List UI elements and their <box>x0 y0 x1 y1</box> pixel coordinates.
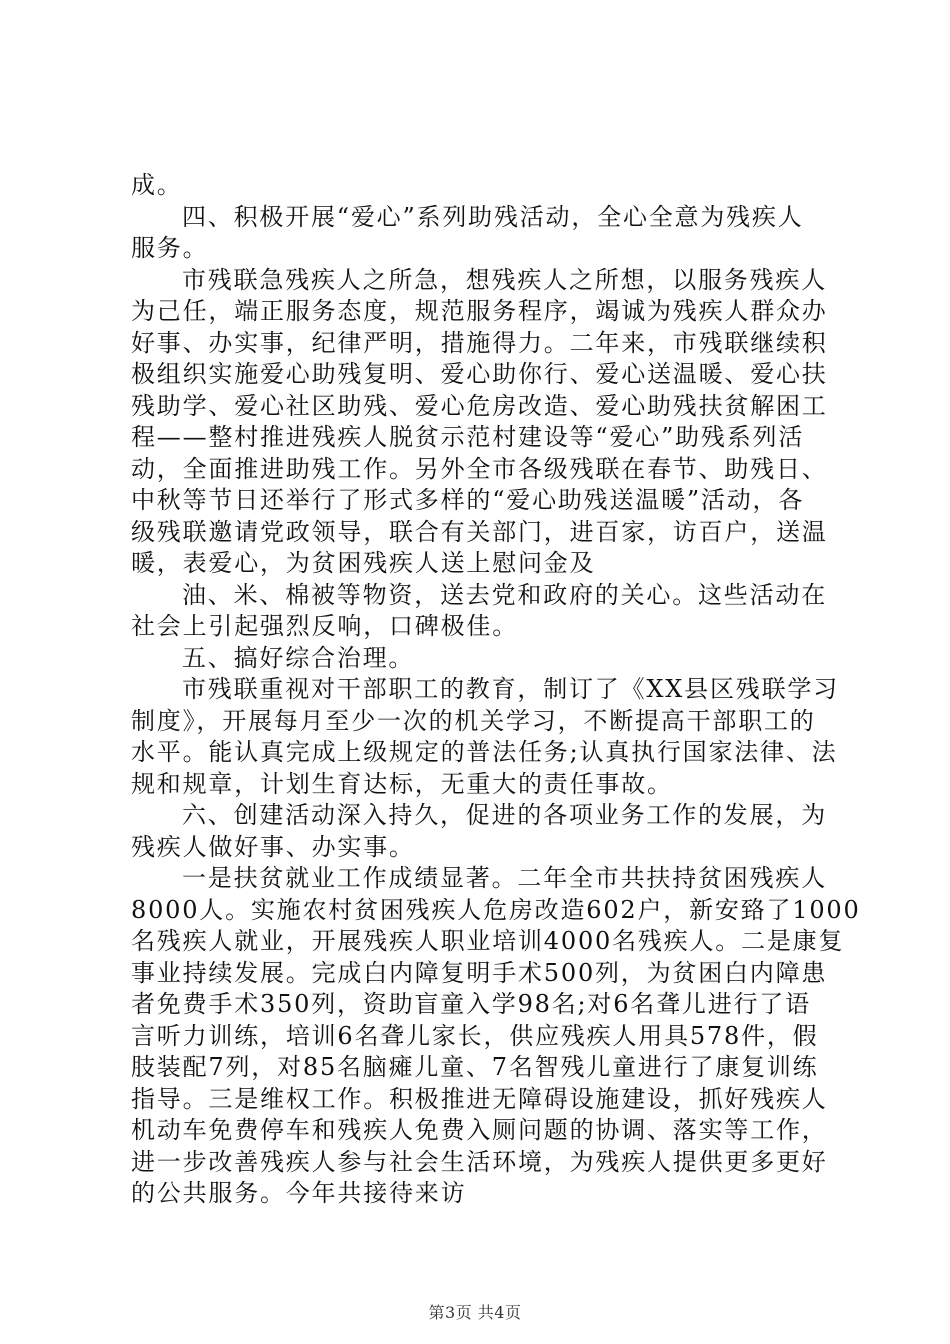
text-line: 言听力训练，培训6名聋儿家长，供应残疾人用具578件，假 <box>131 1021 819 1050</box>
text-line: 的公共服务。今年共接待来访 <box>131 1179 467 1207</box>
text-line: 事业持续发展。完成白内障复明手术500列，为贫困白内障患 <box>131 958 828 987</box>
text-line: 残疾人做好事、办实事。 <box>131 832 415 861</box>
text-line: 市残联急残疾人之所急，想残疾人之所想，以服务残疾人 <box>182 265 827 294</box>
text-line: 极组织实施爱心助残复明、爱心助你行、爱心送温暖、爱心扶 <box>131 360 828 388</box>
text-line: 四、积极开展“爱心”系列助残活动，全心全意为残疾人 <box>182 202 804 231</box>
text-line: 一是扶贫就业工作成绩显著。二年全市共扶持贫困残疾人 <box>182 864 827 892</box>
text-line: 暖，表爱心，为贫困残疾人送上慰问金及 <box>131 549 596 577</box>
text-line: 水平。能认真完成上级规定的普法任务;认真执行国家法律、法 <box>131 738 838 766</box>
text-line: 成。 <box>131 171 183 199</box>
text-line: 残助学、爱心社区助残、爱心危房改造、爱心助残扶贫解困工 <box>131 391 828 420</box>
text-line: 中秋等节日还举行了形式多样的“爱心助残送温暖”活动，各 <box>131 486 805 514</box>
text-line: 好事、办实事，纪律严明，措施得力。二年来，市残联继续积 <box>131 328 828 357</box>
text-line: 机动车免费停车和残疾人免费入厕问题的协调、落实等工作， <box>131 1116 828 1144</box>
text-line: 市残联重视对干部职工的教育，制订了《XX县区残联学习 <box>182 675 839 703</box>
document-body <box>131 170 861 1210</box>
text-line: 六、创建活动深入持久，促进的各项业务工作的发展，为 <box>182 801 827 829</box>
text-line: 指导。三是维权工作。积极推进无障碍设施建设，抓好残疾人 <box>131 1084 828 1113</box>
text-line: 服务。 <box>131 234 209 262</box>
text-line: 程——整村推进残疾人脱贫示范村建设等“爱心”助残系列活 <box>131 423 805 451</box>
text-line: 者免费手术350列，资助盲童入学98名;对6名聋儿进行了语 <box>131 990 811 1018</box>
text-line: 级残联邀请党政领导，联合有关部门，进百家，访百户，送温 <box>131 517 828 546</box>
text-line: 油、米、棉被等物资，送去党和政府的关心。这些活动在 <box>182 580 827 609</box>
text-line: 五、搞好综合治理。 <box>182 643 415 672</box>
text-line: 名残疾人就业，开展残疾人职业培训4000名残疾人。二是康复 <box>131 927 845 955</box>
text-line: 规和规章，计划生育达标，无重大的责任事故。 <box>131 769 673 798</box>
text-line: 肢装配7列，对85名脑瘫儿童、7名智残儿童进行了康复训练 <box>131 1053 819 1081</box>
text-line: 进一步改善残疾人参与社会生活环境，为残疾人提供更多更好 <box>131 1147 828 1176</box>
text-line: 为己任，端正服务态度，规范服务程序，竭诚为残疾人群众办 <box>131 297 828 325</box>
text-line: 制度》，开展每月至少一次的机关学习，不断提高干部职工的 <box>131 706 816 735</box>
text-line: 8000人。实施农村贫困残疾人危房改造602户，新安臵了1000 <box>131 895 861 924</box>
text-line: 社会上引起强烈反响，口碑极佳。 <box>131 612 518 640</box>
text-line: 动，全面推进助残工作。另外全市各级残联在春节、助残日、 <box>131 454 828 483</box>
page-footer: 第3页 共4页 <box>428 1303 522 1322</box>
